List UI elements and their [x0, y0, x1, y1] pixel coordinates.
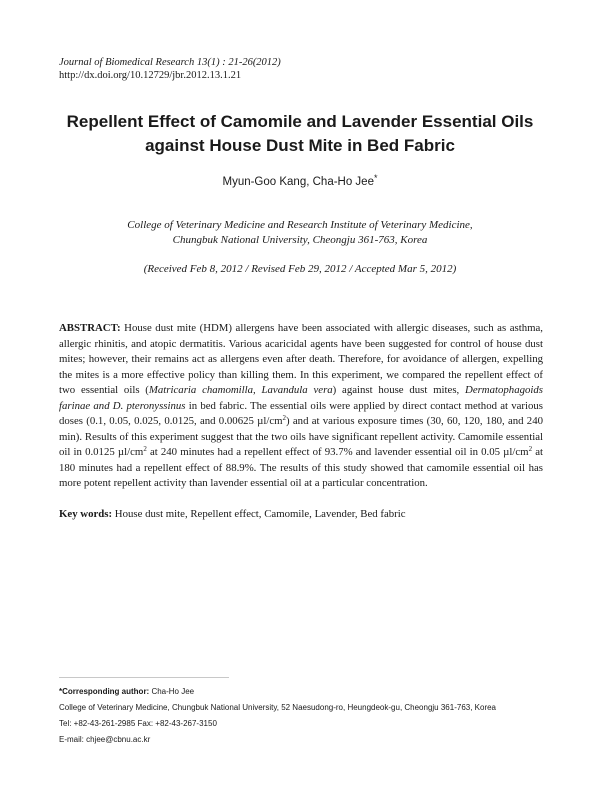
abstract-text: ) against house dust mites,: [332, 384, 466, 396]
abstract-superscript: 2: [282, 414, 287, 422]
corresponding-label: *Corresponding author:: [59, 687, 150, 696]
keywords: [59, 508, 543, 520]
keywords-label: Key words:: [59, 508, 113, 520]
paper-title: [0, 110, 600, 158]
abstract-label: ABSTRACT:: [59, 322, 121, 334]
author-names: Myun-Goo Kang, Cha-Ho Jee: [222, 176, 374, 188]
abstract-species-oils: Matricaria chamomilla, Lavandula vera: [148, 384, 333, 396]
corresponding-marker: *: [373, 173, 378, 183]
abstract-text: in bed fabric. The essential oils were applied by direct contact method at various doses (0.1, 0.05, 0.025, 0.0125, and 0.00625 µl/cm: [59, 399, 543, 427]
footer-address: College of Veterinary Medicine, Chungbuk National University, 52 Naesudong-ro, Heungdeok-gu, Cheongju 361-763, Korea: [59, 703, 497, 712]
title-line-2: against House Dust Mite in Bed Fabric: [145, 136, 455, 155]
affiliation: [0, 218, 600, 248]
footer-email[interactable]: E-mail: chjee@cbnu.ac.kr: [59, 735, 151, 744]
corresponding-name: Cha-Ho Jee: [149, 687, 195, 696]
abstract-text: at 180 minutes had a repellent effect of 88.9%. The results of this study showed that camomile essential oil has more potent repellent activity than lavender essential oil at a particular concentration.: [59, 446, 544, 489]
corresponding-author-line: [59, 684, 559, 700]
doi-link[interactable]: http://dx.doi.org/10.12729/jbr.2012.13.1.21: [59, 70, 242, 81]
corresponding-footnote: [59, 684, 559, 748]
journal-header: [59, 56, 281, 82]
abstract-text: ) and at various exposure times (30, 60, 120, 180, and 240 min). Results of this experiment suggest that the two oils have significant repellent activity. Camomile essential oil in 0.0125 µl/cm: [59, 415, 543, 458]
abstract-superscript: 2: [528, 445, 533, 453]
title-line-1: Repellent Effect of Camomile and Lavender Essential Oils: [66, 112, 534, 131]
journal-citation: Journal of Biomedical Research 13(1) : 21-26(2012): [59, 57, 281, 68]
footnote-divider: [59, 677, 229, 678]
abstract-superscript: 2: [143, 445, 147, 453]
abstract-species-mites: Dermatophagoids farinae and D. pteronyssinus: [59, 384, 543, 412]
abstract-text: at 240 minutes had a repellent effect of 93.7% and lavender essential oil in 0.05 µl/cm: [146, 446, 529, 458]
abstract-text: House dust mite (HDM) allergens have been associated with allergic diseases, such as asthma, allergic rhinitis, and atopic dermatitis. Various acaricidal agents have been suggested for control of house dust mites; however, their remains act as allergens even after death. Therefore, for avoidance of allergen, expelling the mites is a more effective policy than killing them. In this experiment, we compared the repellent effect of two essential oils (: [59, 322, 543, 396]
abstract: [59, 321, 543, 492]
affiliation-line-1: College of Veterinary Medicine and Research Institute of Veterinary Medicine,: [127, 219, 473, 231]
keywords-text: House dust mite, Repellent effect, Camomile, Lavender, Bed fabric: [112, 508, 406, 520]
author-list: [0, 173, 600, 188]
footer-phone: Tel: +82-43-261-2985 Fax: +82-43-267-3150: [59, 719, 217, 728]
affiliation-line-2: Chungbuk National University, Cheongju 361-763, Korea: [172, 234, 428, 246]
received-dates: (Received Feb 8, 2012 / Revised Feb 29, 2012 / Accepted Mar 5, 2012): [143, 263, 457, 275]
